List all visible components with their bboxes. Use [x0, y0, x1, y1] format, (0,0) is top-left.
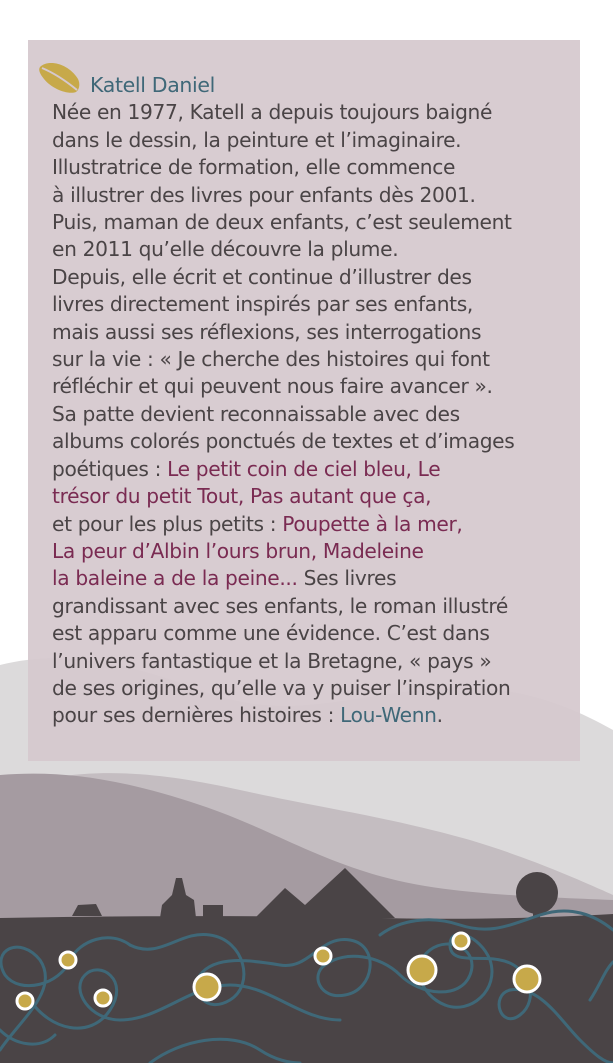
bio-text-segment: poétiques : [52, 456, 168, 481]
bio-line: Née en 1977, Katell a depuis toujours baigné [52, 100, 493, 125]
dot [17, 993, 33, 1009]
bio-line [52, 511, 572, 538]
bio-line: grandissant avec ses enfants, le roman illustré [52, 593, 508, 618]
dot [95, 990, 111, 1006]
bio-line: Illustratrice de formation, elle commence [52, 155, 456, 180]
bio-line [52, 456, 572, 483]
dot [453, 933, 469, 949]
bio-line: dans le dessin, la peinture et l’imaginaire. [52, 127, 462, 152]
bio-text-segment: . [436, 703, 443, 728]
dot [315, 948, 331, 964]
bio-text-segment: et pour les plus petits : [52, 511, 283, 536]
book-titles: La peur d’Albin l’ours brun, Madeleine [52, 538, 424, 563]
bio-line: mais aussi ses réflexions, ses interrogations [52, 319, 482, 344]
bio-line [52, 565, 572, 592]
bio-line: Sa patte devient reconnaissable avec des [52, 401, 460, 426]
dot [514, 966, 540, 992]
dot [194, 974, 220, 1000]
dot [408, 956, 436, 984]
author-name: Katell Daniel [90, 73, 215, 97]
book-titles: Le petit coin de ciel bleu, Le [167, 456, 441, 481]
bio-line: Depuis, elle écrit et continue d’illustrer des [52, 264, 472, 289]
bio-line: réfléchir et qui peuvent nous faire avancer ». [52, 374, 493, 399]
bio-line: l’univers fantastique et la Bretagne, « pays » [52, 648, 492, 673]
bio-line: albums colorés ponctués de textes et d’images [52, 429, 515, 454]
book-title-lou-wenn: Lou-Wenn [340, 703, 437, 728]
bio-text [52, 72, 572, 730]
bio-line: est apparu comme une évidence. C’est dans [52, 621, 490, 646]
bio-line: à illustrer des livres pour enfants dès 2001. [52, 182, 476, 207]
bio-line: en 2011 qu’elle découvre la plume. [52, 237, 399, 262]
bio-line: livres directement inspirés par ses enfants, [52, 292, 473, 317]
book-titles: trésor du petit Tout, Pas autant que ça, [52, 484, 432, 509]
bio-line [52, 538, 572, 565]
book-titles: la baleine a de la peine... [52, 566, 298, 591]
bio-text-segment: pour ses dernières histoires : [52, 703, 341, 728]
bio-line: Puis, maman de deux enfants, c’est seulement [52, 210, 512, 235]
bio-line [52, 483, 572, 510]
dot [60, 952, 76, 968]
bio-text-segment: Ses livres [297, 566, 397, 591]
bio-line: sur la vie : « Je cherche des histoires qui font [52, 347, 490, 372]
book-titles: Poupette à la mer, [282, 511, 463, 536]
bio-line [52, 702, 572, 729]
bio-line: de ses origines, qu’elle va y puiser l’inspiration [52, 675, 511, 700]
